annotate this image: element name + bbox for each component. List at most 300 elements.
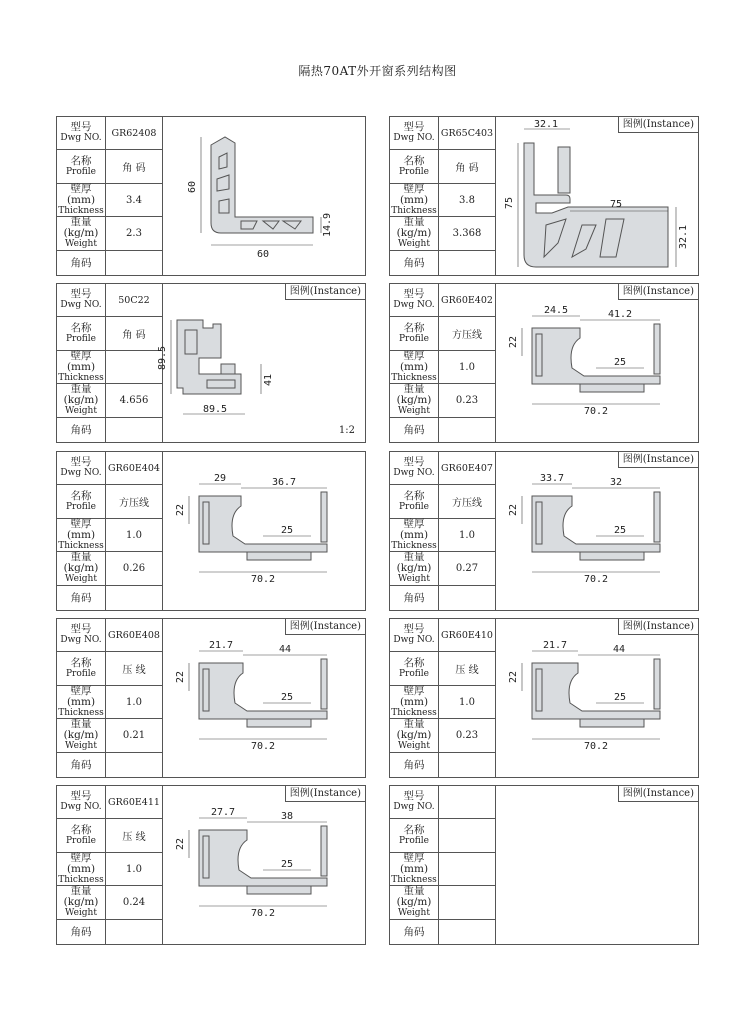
weight-row-value: 3.368 (452, 228, 482, 239)
profile-card (389, 451, 699, 611)
label-cn: 名称 (70, 154, 92, 167)
label-en: Thickness (391, 205, 437, 216)
thickness-row (57, 184, 162, 217)
dwg-row (57, 452, 162, 485)
label-en: Dwg NO. (60, 635, 102, 645)
dwg-row (390, 452, 495, 485)
instance-label: 图例(Instance) (618, 117, 698, 133)
dwg-row-label (390, 452, 439, 484)
spec-table (390, 452, 496, 610)
profile-drawing (163, 452, 365, 610)
label-cn: 角码 (70, 256, 92, 269)
label-en: Weight (398, 239, 430, 249)
dwg-row-value: GR60E404 (108, 462, 160, 474)
label-en: Dwg NO. (60, 300, 102, 310)
dimension-label: 29 (213, 473, 227, 484)
label-en: Profile (66, 501, 96, 512)
weight-row-label (390, 384, 439, 417)
label-cn: 壁厚 (mm) (66, 517, 96, 541)
label-en: Weight (65, 908, 97, 918)
dimension-label: 44 (612, 644, 626, 655)
dimension-label: 41.2 (607, 309, 633, 320)
profile-row (390, 819, 495, 853)
dwg-row-value: 50C22 (118, 294, 150, 306)
profile-drawing (163, 619, 365, 777)
weight-row (390, 384, 495, 418)
corner-row (390, 418, 495, 442)
thickness-row (390, 686, 495, 719)
label-cn: 名称 (70, 656, 92, 669)
label-en: Dwg NO. (393, 133, 435, 143)
label-en: Profile (399, 333, 429, 344)
dimension-label: 27.7 (210, 807, 236, 818)
weight-row-value: 0.21 (122, 730, 146, 741)
corner-row-label (390, 251, 439, 275)
thickness-row (57, 686, 162, 719)
profile-row-label (390, 317, 439, 350)
dwg-row-value: GR62408 (111, 127, 157, 139)
dwg-row (390, 284, 495, 317)
profile-drawing (163, 786, 365, 944)
profile-row (390, 652, 495, 686)
thickness-row (390, 351, 495, 384)
dimension-label: 89.5 (202, 404, 228, 415)
dwg-row-label (57, 117, 106, 149)
dimension-label: 70.2 (250, 908, 276, 919)
label-cn: 壁厚 (mm) (399, 851, 429, 875)
label-cn: 重量 (kg/m) (396, 216, 432, 239)
profile-row (57, 485, 162, 519)
profile-drawing (496, 117, 698, 275)
weight-row-value: 2.3 (126, 228, 142, 239)
label-en: Profile (399, 668, 429, 679)
corner-row (390, 251, 495, 275)
corner-row (390, 586, 495, 610)
profile-shape (211, 137, 313, 233)
corner-row-value (439, 251, 495, 275)
label-en: Profile (399, 835, 429, 846)
dimension-label: 24.5 (543, 305, 569, 316)
corner-row-value (106, 920, 162, 944)
profile-shape (199, 826, 327, 894)
corner-row-label (57, 418, 106, 442)
dimension-label: 89.5 (157, 345, 168, 371)
thickness-row-value (439, 853, 495, 885)
label-cn: 壁厚 (mm) (399, 182, 429, 206)
instance-label: 图例(Instance) (618, 284, 698, 300)
profile-shape (199, 659, 327, 727)
profile-drawing (496, 619, 698, 777)
instance-label: 图例(Instance) (285, 619, 365, 635)
dimension-label: 22 (175, 670, 186, 684)
dwg-row-value: GR60E402 (441, 294, 493, 306)
label-en: Thickness (58, 540, 104, 551)
label-cn: 重量 (kg/m) (396, 718, 432, 741)
weight-row (390, 552, 495, 586)
instance-label: 图例(Instance) (285, 284, 365, 300)
label-en: Thickness (58, 205, 104, 216)
thickness-row-value: 1.0 (459, 361, 475, 373)
label-cn: 型号 (403, 623, 425, 635)
corner-row-value (106, 586, 162, 610)
label-en: Dwg NO. (393, 300, 435, 310)
profile-row-value: 压 线 (122, 665, 146, 676)
profile-row-value (439, 819, 495, 852)
profile-card (389, 618, 699, 778)
dimension-label: 60 (187, 180, 198, 194)
dimension-label: 41 (263, 373, 274, 387)
dimension-label: 25 (613, 692, 627, 703)
thickness-row-value: 1.0 (459, 696, 475, 708)
profile-card (56, 116, 366, 276)
profile-row-label (57, 485, 106, 518)
weight-row (390, 719, 495, 753)
thickness-row-label (390, 853, 439, 885)
profile-row (57, 317, 162, 351)
profile-row-label (390, 652, 439, 685)
weight-row-label (57, 384, 106, 417)
dimension-label: 75 (609, 199, 623, 210)
corner-row (390, 753, 495, 777)
spec-table (57, 786, 163, 944)
label-cn: 壁厚 (mm) (399, 517, 429, 541)
dimension-label: 70.2 (583, 741, 609, 752)
label-en: Thickness (58, 874, 104, 885)
profile-shape (177, 320, 241, 394)
label-cn: 型号 (403, 790, 425, 802)
profile-drawing (496, 786, 698, 944)
dimension-label: 33.7 (539, 473, 565, 484)
label-en: Weight (398, 574, 430, 584)
weight-row-label (390, 552, 439, 585)
label-en: Weight (65, 574, 97, 584)
corner-row-value (106, 251, 162, 275)
label-cn: 名称 (70, 823, 92, 836)
label-en: Dwg NO. (393, 635, 435, 645)
thickness-row-value (106, 351, 162, 383)
weight-row-label (57, 886, 106, 919)
thickness-row-value: 1.0 (126, 863, 142, 875)
weight-row-value: 0.27 (455, 563, 479, 574)
label-cn: 角码 (403, 758, 425, 771)
instance-label: 图例(Instance) (618, 619, 698, 635)
corner-row-label (390, 753, 439, 777)
label-en: Thickness (391, 707, 437, 718)
dwg-row-label (390, 284, 439, 316)
label-en: Profile (66, 166, 96, 177)
dwg-row (390, 117, 495, 150)
weight-row-label (57, 719, 106, 752)
corner-row (390, 920, 495, 944)
dwg-row-value (439, 786, 495, 818)
weight-row-value: 0.24 (122, 897, 146, 908)
label-cn: 名称 (403, 154, 425, 167)
label-cn: 重量 (kg/m) (396, 383, 432, 406)
label-en: Weight (398, 406, 430, 416)
corner-row (57, 920, 162, 944)
weight-row (57, 384, 162, 418)
profile-row-value: 压 线 (455, 665, 479, 676)
instance-label: 图例(Instance) (618, 452, 698, 468)
label-en: Weight (65, 239, 97, 249)
label-en: Profile (399, 501, 429, 512)
label-cn: 壁厚 (mm) (66, 684, 96, 708)
weight-row-value: 0.23 (455, 395, 479, 406)
profile-shape (532, 324, 660, 392)
profile-row-value: 方压线 (452, 498, 482, 509)
label-cn: 角码 (70, 591, 92, 604)
dimension-label: 22 (508, 503, 519, 517)
profile-card (389, 283, 699, 443)
corner-row (57, 251, 162, 275)
label-en: Dwg NO. (60, 802, 102, 812)
label-cn: 型号 (403, 456, 425, 468)
dimension-label: 32 (609, 477, 623, 488)
label-cn: 壁厚 (mm) (399, 349, 429, 373)
profile-row-label (57, 150, 106, 183)
label-cn: 壁厚 (mm) (66, 182, 96, 206)
profile-card (389, 116, 699, 276)
dimension-label: 32.1 (678, 224, 689, 250)
profile-row (57, 652, 162, 686)
corner-row-value (439, 753, 495, 777)
dwg-row-label (57, 284, 106, 316)
profile-row-label (390, 485, 439, 518)
label-cn: 重量 (kg/m) (396, 551, 432, 574)
dwg-row (390, 786, 495, 819)
dimension-label: 70.2 (583, 406, 609, 417)
dimension-label: 25 (280, 692, 294, 703)
thickness-row (57, 519, 162, 552)
label-en: Weight (65, 406, 97, 416)
profile-row-value: 压 线 (122, 832, 146, 843)
dimension-label: 70.2 (583, 574, 609, 585)
profile-row-value: 角 码 (122, 163, 146, 174)
dimension-label: 70.2 (250, 574, 276, 585)
thickness-row-value: 3.8 (459, 194, 475, 206)
weight-row-value: 0.23 (455, 730, 479, 741)
dimension-label: 60 (256, 249, 270, 260)
spec-table (57, 117, 163, 275)
dimension-label: 32.1 (533, 119, 559, 130)
spec-table (390, 117, 496, 275)
label-cn: 壁厚 (mm) (399, 684, 429, 708)
thickness-row (390, 184, 495, 217)
thickness-row-label (57, 853, 106, 885)
corner-row-value (106, 753, 162, 777)
dwg-row-label (57, 786, 106, 818)
label-cn: 角码 (70, 925, 92, 938)
weight-row (57, 552, 162, 586)
label-en: Dwg NO. (60, 468, 102, 478)
dimension-label: 25 (613, 525, 627, 536)
spec-table (57, 619, 163, 777)
profile-row-value: 方压线 (452, 330, 482, 341)
thickness-row-label (390, 351, 439, 383)
corner-row-label (57, 251, 106, 275)
label-cn: 重量 (kg/m) (396, 885, 432, 908)
label-en: Profile (66, 668, 96, 679)
dimension-label: 25 (280, 525, 294, 536)
label-cn: 型号 (403, 121, 425, 133)
profile-row-value: 方压线 (119, 498, 149, 509)
corner-row-label (57, 753, 106, 777)
dwg-row-value: GR60E408 (108, 629, 160, 641)
dwg-row-label (390, 117, 439, 149)
label-cn: 壁厚 (mm) (66, 349, 96, 373)
corner-row-value (439, 586, 495, 610)
weight-row-value: 4.656 (119, 395, 149, 406)
dwg-row-value: GR60E407 (441, 462, 493, 474)
profile-row (57, 150, 162, 184)
label-cn: 名称 (70, 489, 92, 502)
profile-drawing (157, 284, 365, 442)
label-en: Dwg NO. (393, 802, 435, 812)
thickness-row-label (390, 686, 439, 718)
dwg-row (390, 619, 495, 652)
spec-table (390, 284, 496, 442)
label-en: Thickness (58, 372, 104, 383)
dimension-label: 22 (508, 335, 519, 349)
dwg-row (57, 786, 162, 819)
corner-row-value (106, 418, 162, 442)
profile-row-label (390, 819, 439, 852)
label-cn: 重量 (kg/m) (63, 383, 99, 406)
profile-row-label (57, 819, 106, 852)
label-cn: 型号 (70, 121, 92, 133)
corner-row (57, 418, 162, 442)
weight-row-value (439, 886, 495, 919)
label-cn: 名称 (403, 823, 425, 836)
profile-row (390, 317, 495, 351)
label-cn: 角码 (403, 591, 425, 604)
profile-drawing (496, 452, 698, 610)
label-cn: 角码 (70, 758, 92, 771)
dimension-label: 22 (508, 670, 519, 684)
corner-row-value (439, 418, 495, 442)
label-en: Thickness (58, 707, 104, 718)
dimension-label: 14.9 (322, 212, 333, 238)
dimension-label: 25 (280, 859, 294, 870)
scale-label: 1:2 (338, 425, 355, 436)
thickness-row-value: 1.0 (126, 696, 142, 708)
label-cn: 重量 (kg/m) (63, 885, 99, 908)
profile-row (57, 819, 162, 853)
weight-row (390, 886, 495, 920)
profile-shape (524, 143, 668, 267)
instance-label: 图例(Instance) (285, 786, 365, 802)
dimension-label: 36.7 (271, 477, 297, 488)
label-en: Thickness (391, 540, 437, 551)
dwg-row (57, 619, 162, 652)
profile-row (390, 485, 495, 519)
spec-table (390, 786, 496, 944)
weight-row-label (390, 886, 439, 919)
dimension-label: 44 (278, 644, 292, 655)
profile-card (56, 451, 366, 611)
thickness-row (57, 853, 162, 886)
label-en: Profile (399, 166, 429, 177)
thickness-row-label (57, 519, 106, 551)
thickness-row (390, 519, 495, 552)
profile-row-label (390, 150, 439, 183)
dwg-row (57, 117, 162, 150)
thickness-row-label (390, 184, 439, 216)
label-cn: 名称 (403, 489, 425, 502)
label-en: Thickness (391, 372, 437, 383)
corner-row-value (439, 920, 495, 944)
dwg-row-label (57, 619, 106, 651)
thickness-row-label (57, 351, 106, 383)
corner-row-label (57, 586, 106, 610)
thickness-row-label (390, 519, 439, 551)
profile-drawing (496, 284, 698, 442)
dimension-label: 70.2 (250, 741, 276, 752)
dimension-label: 21.7 (542, 640, 568, 651)
label-cn: 型号 (70, 623, 92, 635)
corner-row-label (390, 586, 439, 610)
label-cn: 名称 (403, 321, 425, 334)
profile-card (56, 283, 366, 443)
thickness-row (57, 351, 162, 384)
weight-row-label (57, 552, 106, 585)
weight-row (57, 217, 162, 251)
label-en: Weight (398, 908, 430, 918)
thickness-row-value: 1.0 (126, 529, 142, 541)
weight-row (57, 886, 162, 920)
profile-row-value: 角 码 (455, 163, 479, 174)
dimension-label: 21.7 (208, 640, 234, 651)
profile-card (56, 618, 366, 778)
profile-shape (199, 492, 327, 560)
label-cn: 型号 (70, 456, 92, 468)
thickness-row-value: 1.0 (459, 529, 475, 541)
profile-card (56, 785, 366, 945)
corner-row-label (390, 418, 439, 442)
thickness-row-label (57, 184, 106, 216)
label-en: Profile (66, 333, 96, 344)
label-en: Profile (66, 835, 96, 846)
profile-row-value: 角 码 (122, 330, 146, 341)
label-cn: 型号 (70, 288, 92, 300)
label-cn: 重量 (kg/m) (63, 718, 99, 741)
dwg-row-value: GR65C403 (440, 127, 494, 139)
profile-drawing (163, 117, 365, 275)
label-cn: 重量 (kg/m) (63, 216, 99, 239)
weight-row-label (390, 217, 439, 250)
weight-row-label (390, 719, 439, 752)
profile-row (390, 150, 495, 184)
weight-row (57, 719, 162, 753)
dimension-label: 25 (613, 357, 627, 368)
label-cn: 型号 (70, 790, 92, 802)
label-cn: 角码 (403, 423, 425, 436)
dimension-label: 22 (175, 837, 186, 851)
dwg-row-label (390, 619, 439, 651)
label-en: Thickness (391, 874, 437, 885)
label-en: Dwg NO. (60, 133, 102, 143)
dwg-row-label (390, 786, 439, 818)
label-cn: 角码 (403, 256, 425, 269)
thickness-row-label (57, 686, 106, 718)
corner-row-label (390, 920, 439, 944)
weight-row-value: 0.26 (122, 563, 146, 574)
profile-row-label (57, 317, 106, 350)
weight-row (390, 217, 495, 251)
spec-table (57, 284, 163, 442)
thickness-row-value: 3.4 (126, 194, 142, 206)
dimension-label: 22 (175, 503, 186, 517)
